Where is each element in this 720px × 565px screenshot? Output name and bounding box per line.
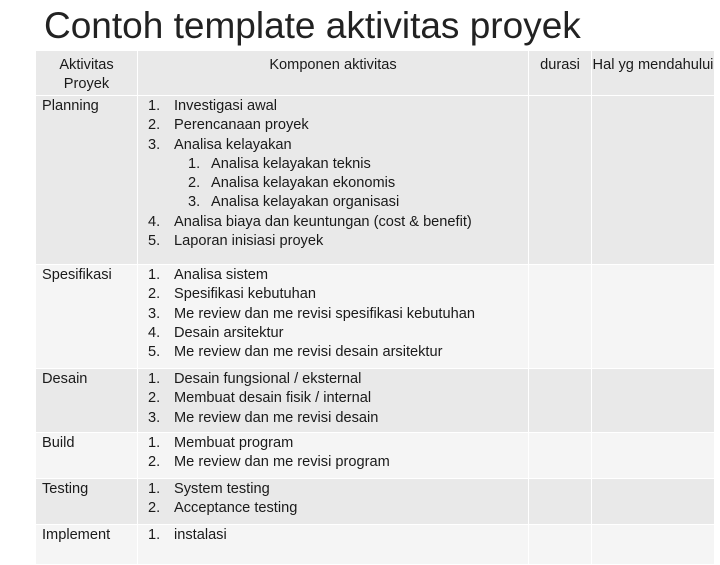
component-cell: [138, 433, 529, 479]
list-number: 4.: [148, 213, 161, 230]
activity-cell: Planning: [36, 96, 138, 265]
list-number: 3.: [188, 194, 201, 211]
hal-cell: [592, 96, 715, 265]
sub-list: [174, 155, 528, 213]
list-number: 2.: [148, 117, 161, 134]
durasi-cell: [529, 265, 592, 369]
list-number: 1.: [188, 155, 201, 172]
list-text: Me review dan me revisi desain: [174, 409, 379, 426]
durasi-cell: [529, 433, 592, 479]
component-list: [138, 266, 528, 362]
list-number: 4.: [148, 324, 161, 341]
sub-list-item: [138, 174, 528, 193]
list-item: [138, 389, 528, 408]
component-cell: [138, 479, 529, 525]
table-row: [36, 433, 715, 479]
list-number: 2.: [148, 286, 161, 303]
table-row: [36, 525, 715, 565]
sub-list-item: [138, 155, 528, 174]
list-number: 1.: [148, 267, 161, 283]
activity-cell: Spesifikasi: [36, 265, 138, 369]
list-number: 1.: [148, 98, 161, 114]
list-item: [138, 370, 528, 389]
list-text: instalasi: [174, 527, 227, 543]
list-item: [138, 232, 528, 251]
activity-table: [35, 50, 715, 565]
component-cell: [138, 96, 529, 265]
list-text: Me review dan me revisi spesifikasi kebutuhan: [174, 305, 475, 322]
component-list: [138, 526, 528, 545]
list-text: Investigasi awal: [174, 98, 278, 114]
hal-cell: [592, 369, 715, 433]
list-text: System testing: [174, 481, 270, 497]
hal-cell: [592, 525, 715, 565]
list-text: Desain fungsional / eksternal: [174, 371, 362, 387]
list-number: 2.: [148, 390, 161, 407]
list-item: [138, 324, 528, 343]
list-number: 2.: [148, 500, 161, 517]
component-cell: [138, 369, 529, 433]
list-text: Analisa sistem: [174, 267, 269, 283]
list-number: 1.: [148, 527, 161, 543]
durasi-cell: [529, 479, 592, 525]
list-item: [138, 409, 528, 428]
table-row: [36, 265, 715, 369]
hal-cell: [592, 265, 715, 369]
list-number: 3.: [148, 305, 161, 322]
list-item: [138, 480, 528, 499]
hal-cell: [592, 433, 715, 479]
table-row: [36, 369, 715, 433]
list-text: Analisa biaya dan keuntungan (cost & benefit): [174, 213, 472, 230]
header-durasi: durasi: [529, 51, 592, 96]
component-cell: [138, 525, 529, 565]
list-text: Acceptance testing: [174, 500, 298, 517]
list-text: Analisa kelayakan organisasi: [211, 194, 400, 211]
activity-cell: Build: [36, 433, 138, 479]
list-item: [138, 97, 528, 116]
list-number: 1.: [148, 371, 161, 387]
component-list: [138, 97, 528, 251]
list-item: [138, 434, 528, 453]
list-text: Membuat program: [174, 435, 294, 451]
list-number: 5.: [148, 344, 161, 361]
list-item: [138, 213, 528, 232]
component-list: [138, 370, 528, 428]
header-hal: Hal yg mendahului: [592, 51, 715, 96]
sub-list-item: [138, 193, 528, 212]
header-komponen: Komponen aktivitas: [138, 51, 529, 96]
list-number: 2.: [188, 175, 201, 192]
durasi-cell: [529, 369, 592, 433]
list-text: Perencanaan proyek: [174, 117, 309, 134]
list-text: Desain arsitektur: [174, 324, 284, 341]
table-header-row: [36, 51, 715, 96]
list-number: 3.: [148, 409, 161, 426]
list-text: Me review dan me revisi program: [174, 454, 390, 471]
list-item: [138, 499, 528, 518]
list-text: Me review dan me revisi desain arsitektur: [174, 344, 443, 361]
list-number: 5.: [148, 233, 161, 250]
page-title: Contoh template aktivitas proyek: [44, 5, 581, 46]
activity-cell: Testing: [36, 479, 138, 525]
list-text: Membuat desain fisik / internal: [174, 390, 372, 407]
list-number: 1.: [148, 435, 161, 451]
activity-cell: Implement: [36, 525, 138, 565]
list-item: [138, 343, 528, 362]
list-item: [138, 285, 528, 304]
list-text: Analisa kelayakan teknis: [211, 155, 371, 172]
list-number: 3.: [148, 136, 161, 153]
list-text: Laporan inisiasi proyek: [174, 233, 324, 250]
list-number: 1.: [148, 481, 161, 497]
list-item: [138, 266, 528, 285]
table-row: [36, 96, 715, 265]
hal-cell: [592, 479, 715, 525]
table-row: [36, 479, 715, 525]
activity-cell: Desain: [36, 369, 138, 433]
list-item: [138, 453, 528, 472]
durasi-cell: [529, 96, 592, 265]
list-item: [138, 116, 528, 135]
component-list: [138, 480, 528, 519]
component-list: [138, 434, 528, 473]
list-item: [138, 136, 528, 213]
list-text: Analisa kelayakan: [174, 136, 292, 153]
component-cell: [138, 265, 529, 369]
list-text: Analisa kelayakan ekonomis: [211, 175, 396, 192]
list-text: Spesifikasi kebutuhan: [174, 286, 316, 303]
list-item: [138, 305, 528, 324]
list-item: [138, 526, 528, 545]
durasi-cell: [529, 525, 592, 565]
list-number: 2.: [148, 454, 161, 471]
header-aktivitas: Aktivitas Proyek: [36, 51, 138, 96]
